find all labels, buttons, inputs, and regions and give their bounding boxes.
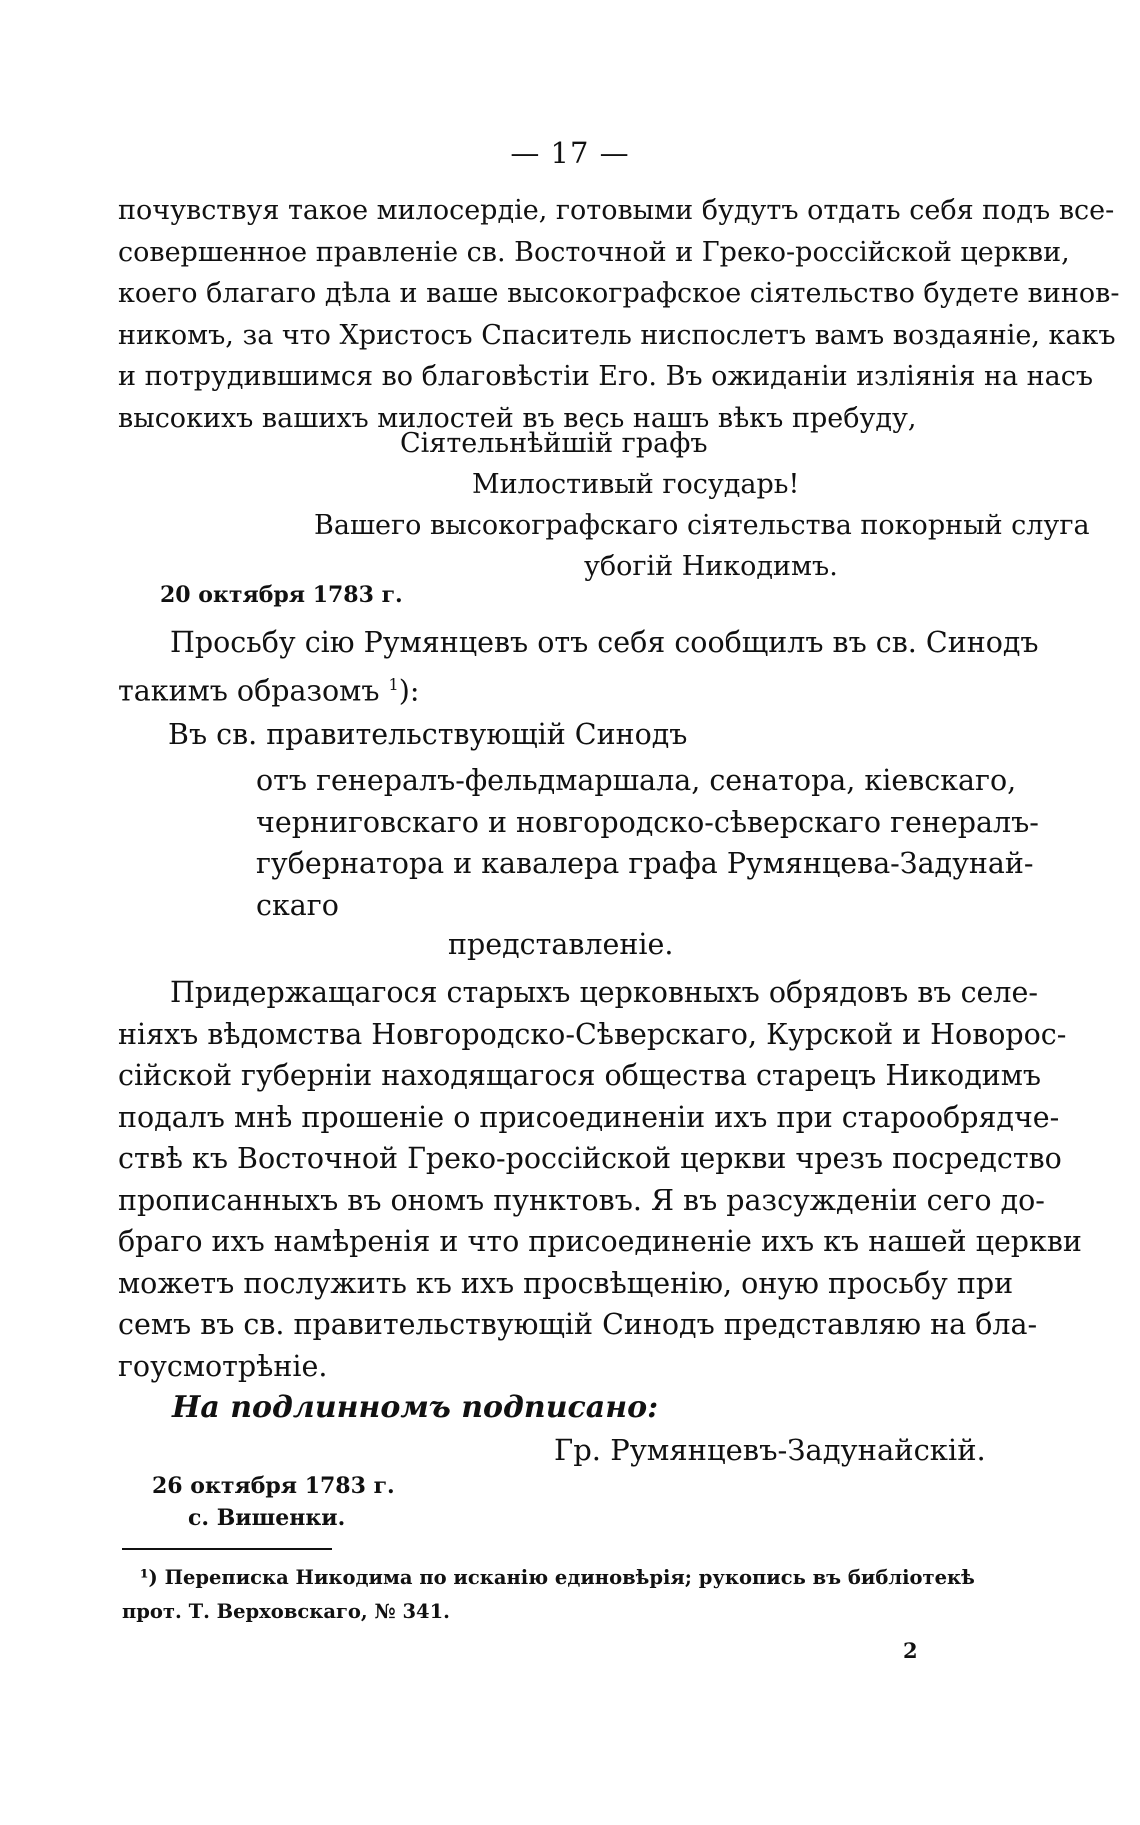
- footnote-line-2: прот. Т. Верховскаго, № 341.: [122, 1600, 450, 1623]
- intro-line-end: ):: [398, 674, 420, 707]
- signature-name: Гр. Румянцевъ-Задунайскій.: [554, 1433, 986, 1467]
- signature-date: 26 октября 1783 г.: [152, 1473, 395, 1499]
- body-line: подалъ мнѣ прошеніе о присоединеніи ихъ при старообрядче-: [118, 1100, 1060, 1134]
- address-recipient: Въ св. правительствующій Синодъ: [168, 718, 688, 751]
- footnote-line-1: [140, 1566, 975, 1589]
- address-sender-block: [256, 760, 1039, 926]
- letter-line: коего благаго дѣла и ваше высокографское сіятельство будете винов-: [118, 278, 1120, 309]
- intro-line: [118, 664, 990, 712]
- body-line: Придержащагося старыхъ церковныхъ обрядовъ въ селе-: [170, 976, 1038, 1009]
- letter-line: совершенное правленіе св. Восточной и Греко-россійской церкви,: [118, 236, 1070, 268]
- address-line: отъ генералъ-фельдмаршала, сенатора, кіевскаго,: [256, 764, 1017, 797]
- address-line: скаго: [256, 888, 339, 922]
- letter-line: и потрудившимся во благовѣстіи Его. Въ ожиданіи изліянія на насъ: [118, 361, 1094, 392]
- footnote-text: Переписка Никодима по исканію единовѣрія; рукопись въ библіотекѣ: [157, 1566, 975, 1589]
- salutation-line-1: Сіятельнѣйшій графъ: [400, 428, 708, 459]
- letter-paragraph: [118, 190, 1120, 439]
- page-number: — 17 —: [510, 136, 630, 170]
- intro-paragraph: [118, 622, 1039, 712]
- signature-mark: 2: [903, 1638, 918, 1663]
- letter-line: никомъ, за что Христосъ Спаситель ниспослетъ вамъ воздаяніе, какъ: [118, 319, 1116, 351]
- footnote-divider: [122, 1548, 332, 1550]
- letter-line: почувствуя такое милосердіе, готовыми будутъ отдать себя подъ все-: [118, 195, 1115, 226]
- body-line: прописанныхъ въ ономъ пунктовъ. Я въ разсужденіи сего до-: [118, 1183, 1045, 1217]
- body-line: гоусмотрѣніе.: [118, 1349, 328, 1383]
- letter-line: высокихъ вашихъ милостей въ весь нашъ вѣкъ пребуду,: [118, 402, 917, 434]
- signature-note: На подлинномъ подписано:: [172, 1390, 659, 1425]
- letter-date: 20 октября 1783 г.: [160, 582, 403, 608]
- footnote-reference[interactable]: 1: [388, 674, 399, 694]
- signature-place: с. Вишенки.: [188, 1505, 346, 1531]
- body-line: ствѣ къ Восточной Греко-россійской церкви чрезъ посредство: [118, 1142, 1062, 1175]
- intro-line: Просьбу сію Румянцевъ отъ себя сообщилъ въ св. Синодъ: [170, 626, 1039, 659]
- intro-line-text: такимъ образомъ: [118, 674, 389, 707]
- closing-line-2: убогій Никодимъ.: [584, 551, 838, 582]
- body-line: браго ихъ намѣренія и что присоединеніе ихъ къ нашей церкви: [118, 1225, 1082, 1258]
- body-line: можетъ послужить къ ихъ просвѣщенію, оную просьбу при: [118, 1266, 1014, 1300]
- body-line: ніяхъ вѣдомства Новгородско-Сѣверскаго, Курской и Новорос-: [118, 1017, 1067, 1051]
- closing-line-1: Вашего высокографскаго сіятельства покорный слуга: [314, 510, 1090, 541]
- body-line: сійской губерніи находящагося общества старецъ Никодимъ: [118, 1059, 1042, 1092]
- body-paragraph: [118, 972, 1082, 1387]
- footnote-marker: ¹): [140, 1566, 158, 1589]
- document-title: представленіе.: [448, 928, 674, 961]
- address-line: губернатора и кавалера графа Румянцева-Задунай-: [256, 847, 1034, 880]
- salutation-line-2: Милостивый государь!: [472, 469, 800, 500]
- body-line: семъ въ св. правительствующій Синодъ представляю на бла-: [118, 1308, 1038, 1341]
- address-line: черниговскаго и новгородско-сѣверскаго генералъ-: [256, 805, 1039, 839]
